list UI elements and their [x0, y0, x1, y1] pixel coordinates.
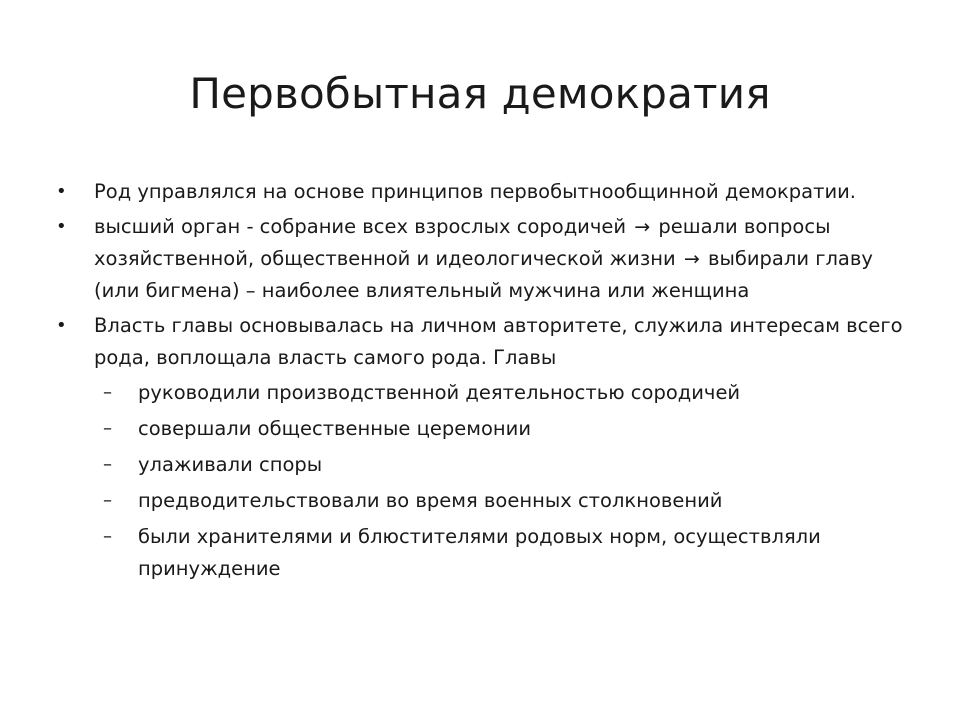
sub-item [54, 449, 914, 481]
slide-body [54, 176, 914, 589]
bullet-icon: • [56, 315, 67, 336]
sub-item [54, 413, 914, 445]
arrow-right-icon: → [634, 216, 651, 238]
bullet-item-3 [54, 310, 914, 374]
bullet-text: Власть главы основывалась на личном авторитете, служила интересам всего рода, воплощала власть самого рода. Главы [94, 314, 903, 369]
arrow-right-icon: → [683, 248, 700, 270]
bullet-text-part-1: высший орган - собрание всех взрослых сородичей [94, 215, 633, 238]
sub-item [54, 377, 914, 409]
dash-icon: – [103, 490, 112, 511]
bullet-item-2 [54, 211, 914, 307]
sub-item-text: были хранителями и блюстителями родовых норм, осуществляли принуждение [138, 525, 821, 580]
bullet-text-part-3: выбирали главу (или бигмена) – наиболее влиятельный мужчина или женщина [94, 247, 873, 302]
sub-item-text: руководили производственной деятельностью сородичей [138, 381, 741, 404]
sub-item-text: совершали общественные церемонии [138, 417, 532, 440]
bullet-icon: • [56, 181, 67, 202]
sub-item-text: улаживали споры [138, 453, 323, 476]
sub-list [54, 377, 914, 585]
sub-item-text: предводительствовали во время военных столкновений [138, 489, 723, 512]
bullet-text: Род управлялся на основе принципов первобытнообщинной демократии. [94, 180, 857, 203]
dash-icon: – [103, 454, 112, 475]
dash-icon: – [103, 382, 112, 403]
bullet-icon: • [56, 216, 67, 237]
slide-title: Первобытная демократия [189, 69, 771, 118]
sub-item [54, 521, 914, 585]
dash-icon: – [103, 526, 112, 547]
bullet-text-part-2: решали вопросы хозяйственной, общественной и идеологической жизни [94, 215, 831, 270]
dash-icon: – [103, 418, 112, 439]
bullet-item-1 [54, 176, 914, 208]
sub-item [54, 485, 914, 517]
